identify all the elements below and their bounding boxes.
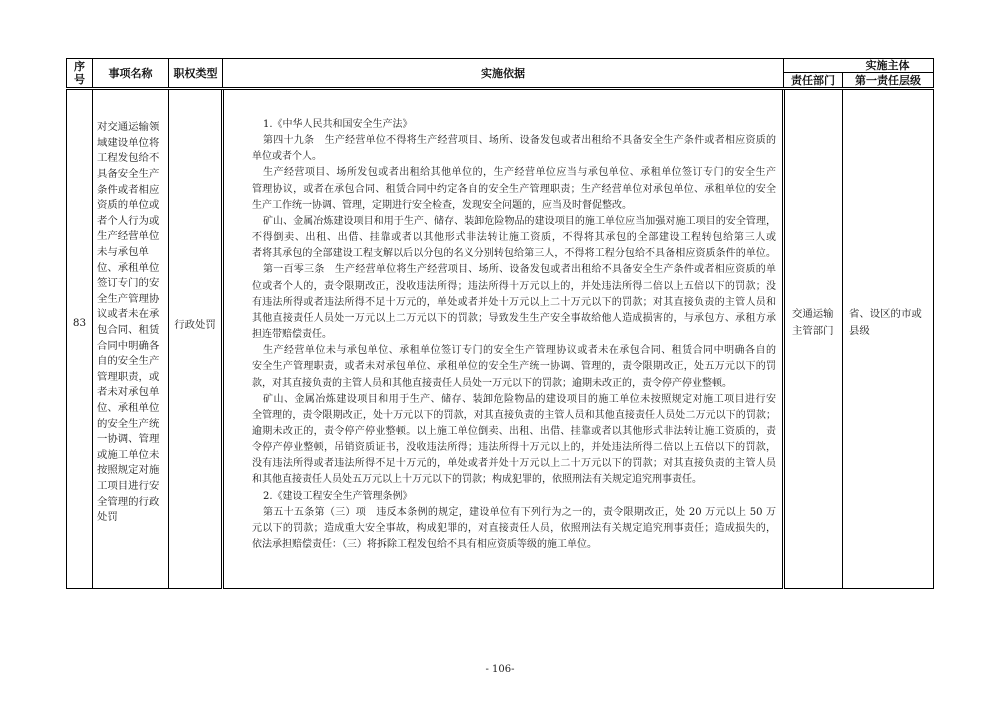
basis-line: 矿山、金属冶炼建设项目和用于生产、储存、装卸危险物品的建设项目的施工单位未按照规定对施工项目进行安	[263, 393, 776, 405]
header-authority-type: 职权类型	[173, 66, 218, 80]
item-name-line: 处罚	[97, 511, 118, 524]
item-name-line: 自的安全生产	[97, 355, 160, 368]
header-seq: 序号	[74, 60, 85, 86]
header-item-name-cell	[93, 59, 169, 89]
row-item-name-cell	[93, 89, 169, 589]
header-dept-cell	[784, 73, 843, 89]
item-name-line: 未与承包单	[97, 246, 149, 259]
basis-line: 管理协议，或者在承包合同、租赁合同中约定各自的安全生产管理职责；生产经营单位对承包单位、承租单位的安全	[252, 183, 776, 195]
item-name-line: 一协调、管理	[97, 433, 160, 446]
header-authority-type-cell	[169, 59, 223, 89]
basis-line: 矿山、金属冶炼建设项目和用于生产、储存、装卸危险物品的建设项目的施工单位应当加强对施工项目的安全管理，	[263, 215, 776, 227]
basis-line: 其他直接责任人员处一万元以上二万元以下的罚款；导致发生生产安全事故给他人造成损害的，与承包方、承租方承	[252, 312, 776, 324]
basis-line: 第一百零三条 生产经营单位将生产经营项目、场所、设备发包或者出租给不具备安全生产条件或者相应资质的单	[263, 264, 776, 276]
authority-table	[66, 58, 934, 589]
basis-line: 生产经营项目、场所发包或者出租给其他单位的，生产经营单位应当与承包单位、承租单位签订专门的安全生产	[263, 167, 776, 179]
header-basis-cell	[223, 59, 784, 89]
item-name-line: 者个人行为或	[97, 214, 160, 227]
item-name-line: 的安全生产统	[97, 417, 160, 430]
item-name-line: 工项目进行安	[97, 479, 160, 492]
table-body	[67, 89, 934, 589]
basis-line: 第四十九条 生产经营单位不得将生产经营项目、场所、设备发包或者出租给不具备安全生产条件或者相应资质的	[263, 135, 776, 147]
basis-line: 者将其承包的全部建设工程支解以后以分包的名义分别转包给第三人，不得将工程分包给不具备相应资质条件的单位。	[252, 248, 776, 260]
row-level-cell	[843, 89, 934, 589]
basis-line: 位或者个人的，责令限期改正，没收违法所得；违法所得十万元以上的，并处违法所得二倍以上五倍以下的罚款；没	[252, 280, 776, 292]
item-name-line: 资质的单位或	[97, 199, 160, 212]
basis-line: 全管理的，责令限期改正，处十万元以下的罚款，对其直接负责的主管人员和其他直接责任人员处二万元以下的罚款；	[252, 409, 776, 421]
item-name-line: 生产经营单位	[97, 230, 160, 243]
header-basis: 实施依据	[481, 66, 525, 80]
basis-line: 1.《中华人民共和国安全生产法》	[263, 119, 413, 130]
basis-line: 生产经营单位未与承包单位、承租单位签订专门的安全生产管理协议或者未在承包合同、租赁合同中明确各自的	[263, 345, 776, 357]
item-name-line: 签订专门的安	[97, 277, 160, 290]
page-number: - 106-	[485, 664, 515, 675]
item-name-line: 全管理的行政	[97, 495, 160, 508]
header-level-cell	[843, 73, 934, 89]
item-name-line: 管理职责，或	[97, 370, 160, 383]
table-header	[67, 59, 934, 89]
basis-line: 单位或者个人。	[252, 151, 322, 163]
item-name-line: 具备安全生产	[97, 168, 160, 181]
basis-line: 令停产停业整顿，吊销资质证书，没收违法所得；违法所得十万元以上的，并处违法所得二倍以上五倍以下的罚款，	[252, 442, 776, 454]
header-dept: 责任部门	[791, 73, 835, 87]
row-authority-type: 行政处罚	[174, 318, 216, 331]
header-subject-cell	[784, 59, 934, 73]
row-level: 省、设区的市或县级	[849, 308, 922, 337]
item-name-line: 合同中明确各	[97, 339, 160, 352]
basis-line: 第五十五条第（三）项 违反本条例的规定，建设单位有下列行为之一的，责令限期改正，处 20 万元以上 50 万	[263, 506, 776, 518]
row-dept-cell	[784, 89, 843, 589]
header-item-name: 事项名称	[108, 66, 153, 80]
row-basis-cell	[223, 89, 784, 589]
item-name-line: 全生产管理协	[97, 292, 160, 305]
basis-line: 依法承担赔偿责任：（三）将拆除工程发包给不具有相应资质等级的施工单位。	[252, 539, 597, 551]
basis-line: 担连带赔偿责任。	[252, 329, 332, 341]
item-name-line: 者未对承包单	[97, 386, 160, 399]
basis-line: 没有违法所得或者违法所得不足十万元的，单处或者并处十万元以上二十万元以下的罚款；对其直接负责的主管人员	[252, 458, 776, 470]
row-seq-cell	[67, 89, 93, 589]
basis-line: 和其他直接责任人员处五万元以上十万元以下的罚款；构成犯罪的，依照刑法有关规定追究刑事责任。	[252, 474, 702, 486]
basis-line: 生产工作统一协调、管理，定期进行安全检查，发现安全问题的，应当及时督促整改。	[252, 199, 632, 211]
basis-line: 有违法所得或者违法所得不足十万元的，单处或者并处十万元以上二十万元以下的罚款；对其直接负责的主管人员和	[252, 296, 776, 308]
basis-line: 2.《建设工程安全生产管理条例》	[263, 490, 413, 502]
basis-line: 款，对其直接负责的主管人员和其他直接责任人员处一万元以下的罚款；逾期未改正的，责令停产停业整顿。	[252, 377, 732, 389]
table-row	[67, 89, 934, 589]
item-name-line: 位、承租单位	[97, 261, 160, 274]
item-name-line: 按照规定对施	[97, 464, 160, 477]
basis-line: 不得倒卖、出租、出借、挂靠或者以其他形式非法转让施工资质，不得将其承包的全部建设工程转包给第三人或	[252, 232, 776, 244]
header-seq-cell	[67, 59, 93, 89]
row-seq: 83	[72, 317, 87, 329]
header-row-top	[67, 59, 934, 73]
basis-line: 逾期未改正的，责令停产停业整顿。以上施工单位倒卖、出租、出借、挂靠或者以其他形式非法转让施工资质的，责	[252, 425, 776, 437]
item-name-line: 对交通运输领	[97, 121, 160, 134]
row-authority-type-cell	[169, 89, 223, 589]
item-name-line: 包合同、租赁	[97, 324, 160, 336]
item-name-line: 域建设单位将	[97, 136, 160, 149]
basis-line: 元以下的罚款；造成重大安全事故，构成犯罪的，对直接责任人员，依照刑法有关规定追究刑事责任；造成损失的，	[252, 522, 776, 534]
row-dept: 交通运输主管部门	[792, 308, 834, 337]
item-name-line: 位、承租单位	[97, 401, 160, 414]
basis-line: 安全生产管理职责，或者未对承包单位、承租单位的安全生产统一协调、管理的，责令限期改正，处五万元以下的罚	[252, 361, 776, 373]
item-name-line: 议或者未在承	[97, 308, 160, 321]
header-subject: 实施主体	[865, 59, 910, 72]
item-name-line: 或施工单位未	[97, 448, 160, 461]
header-level: 第一责任层级	[855, 73, 921, 87]
item-name-line: 条件或者相应	[97, 183, 160, 196]
item-name-line: 工程发包给不	[97, 152, 160, 165]
